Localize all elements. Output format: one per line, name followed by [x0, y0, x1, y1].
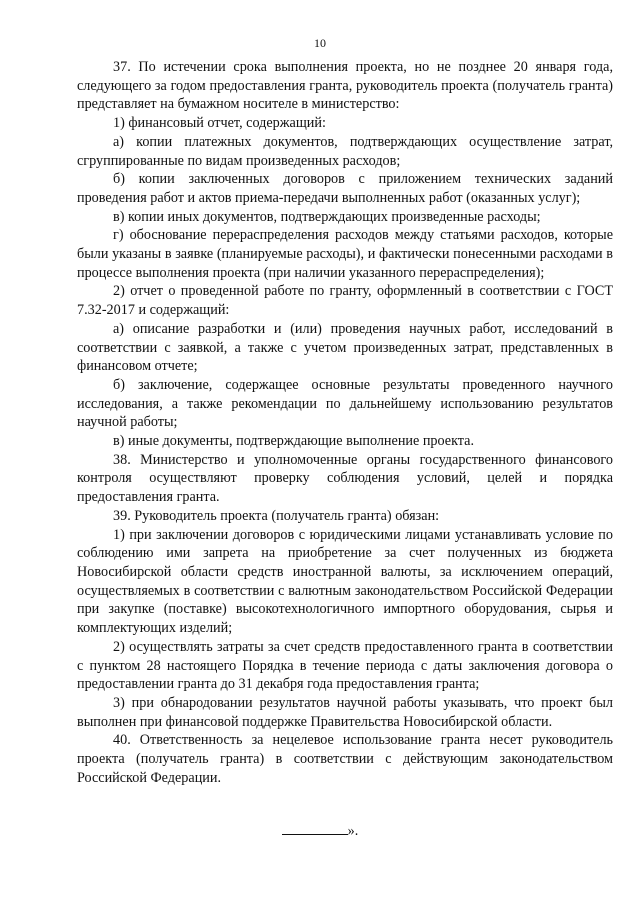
paragraph-37-item-2b: б) заключение, содержащее основные результаты проведенного научного исследования, а также рекомендации по дальнейшему использованию результатов научной работы;	[77, 376, 613, 431]
paragraph-37: 37. По истечении срока выполнения проекта, но не позднее 20 января года, следующего за годом предоставления гранта, руководитель проекта (получатель гранта) представляет на бумажном носителе в министерство:	[77, 59, 613, 113]
paragraph-39-item-2: 2) осуществлять затраты за счет средств предоставленного гранта в соответствии с пунктом 28 настоящего Порядка в течение периода с даты заключения договора о предоставлении гранта до 31 декабря года предоставления гранта;	[77, 638, 613, 693]
paragraph-39: 39. Руководитель проекта (получатель гранта) обязан:	[113, 507, 440, 524]
page-number: 10	[314, 36, 326, 50]
paragraph-40: 40. Ответственность за нецелевое использование гранта несет руководитель проекта (получатель гранта) в соответствии с действующим законодательством Российской Федерации.	[77, 732, 613, 786]
paragraph-37-item-2a: а) описание разработки и (или) проведения научных работ, исследований в соответствии с заявкой, а также с учетом произведенных затрат, представленных в финансовом отчете;	[77, 320, 613, 375]
closing-line	[0, 822, 640, 840]
paragraph-37-item-1: 1) финансовый отчет, содержащий:	[113, 115, 326, 132]
paragraph-37-item-1v: в) копии иных документов, подтверждающих произведенные расходы;	[113, 208, 541, 225]
paragraph-37-item-2: 2) отчет о проведенной работе по гранту, оформленный в соответствии с ГОСТ 7.32-2017 и содержащий:	[77, 283, 613, 319]
paragraph-37-item-1g: г) обоснование перераспределения расходов между статьями расходов, которые были указаны в заявке (планируемые расходы), и фактически понесенными расходами в процессе выполнения проекта (при наличии указанного перераспределения);	[77, 227, 613, 281]
paragraph-37-item-1b: б) копии заключенных договоров с приложением технических заданий проведения работ и актов приема-передачи выполненных работ (оказанных услуг);	[77, 171, 613, 206]
paragraph-39-item-3: 3) при обнародовании результатов научной работы указывать, что проект был выполнен при финансовой поддержке Правительства Новосибирской области.	[77, 694, 613, 730]
paragraph-39-item-1: 1) при заключении договоров с юридическими лицами устанавливать условие по соблюдению ими запрета на приобретение за счет полученных из бюджета Новосибирской области средств иностранной валюты, за исключением операций, осуществляемых в соответствии с валютным законодательством Российской Федерации при закупке (поставке) высокотехнологичного импортного оборудования, сырья и комплектующих изделий;	[77, 526, 613, 637]
signature-underline	[282, 823, 348, 835]
closing-quote-mark: ».	[347, 823, 359, 839]
document-body	[77, 58, 613, 787]
paragraph-37-item-1a: а) копии платежных документов, подтверждающих осуществление затрат, сгруппированные по видам произведенных расходов;	[77, 133, 613, 169]
paragraph-37-item-2v: в) иные документы, подтверждающие выполнение проекта.	[113, 433, 475, 450]
paragraph-38: 38. Министерство и уполномоченные органы государственного финансового контроля осуществляют проверку соблюдения условий, целей и порядка предоставления гранта.	[77, 451, 613, 506]
